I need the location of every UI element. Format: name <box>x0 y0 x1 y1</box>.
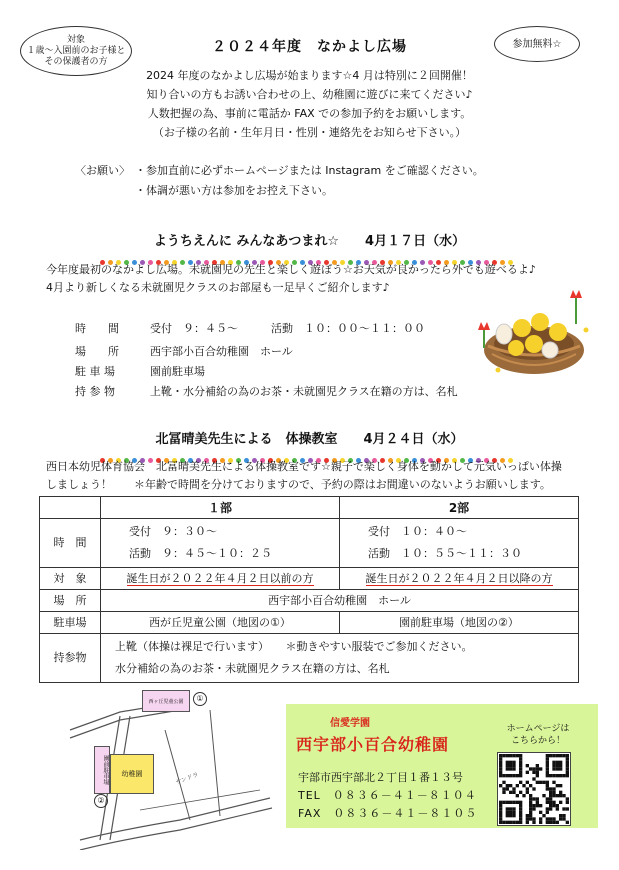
event1-items-value: 上靴・水分補給の為のお茶・未就園児クラス在籍の方は、名札 <box>150 385 458 398</box>
map-marker-1: ① <box>193 692 207 706</box>
place-value: 西宇部小百合幼稚園 ホール <box>101 590 579 612</box>
time-label: 時 間 <box>40 519 101 568</box>
intro-line: （お子様の名前・生年月日・性別・連絡先をお知らせ下さい。） <box>152 126 467 139</box>
qr-code[interactable] <box>497 752 571 826</box>
request-item: ・体調が悪い方は参加をお控え下さい。 <box>135 184 333 197</box>
event1-place-label: 場 所 <box>75 345 119 358</box>
header-blank <box>40 497 101 519</box>
chicks-nest-illustration <box>478 284 590 379</box>
part2-reception: 受付 １０：４０～ <box>368 525 467 538</box>
part2-time <box>340 519 579 568</box>
event2-desc: 西日本幼児体育協会 北冨晴美先生による体操教室です☆親子で楽しく身体を動かして元気いっぱい体操 <box>46 460 562 473</box>
event1-desc: 4月より新しくなる未就園児クラスのお部屋も一足早くご紹介します♪ <box>46 281 390 294</box>
event1-dot-divider <box>100 250 520 256</box>
event2-dot-divider <box>100 448 520 454</box>
qr-pattern <box>499 754 569 824</box>
part1-time <box>101 519 340 568</box>
map-marker-2: ② <box>94 794 108 808</box>
contact-fax: FAX ０８３６－４１－８１０５ <box>298 807 478 820</box>
hp-line2: こちらから！ <box>510 736 565 746</box>
part1-header: １部 <box>101 497 340 519</box>
intro-line: 2024 年度のなかよし広場が始まります☆4 月は特別に２回開催！ <box>146 69 473 82</box>
parking-label: 駐車場 <box>40 612 101 634</box>
map-school: 幼稚園 <box>110 754 154 794</box>
event2-heading: 北冨晴美先生による 体操教室 4月２４日（水） <box>155 432 464 447</box>
event2-desc: しましょう！ ＊年齢で時間を分けておりますので、予約の際はお間違いのないようお願いします。 <box>46 478 551 491</box>
intro-line: 知り合いの方もお誘い合わせの上、幼稚園に遊びに来てください♪ <box>146 88 473 101</box>
part2-target: 誕生日が２０２２年４月２日以降の方 <box>365 571 553 585</box>
target-oval-line2: １歳～入園前のお子様と <box>26 45 126 56</box>
event1-time-value: 受付 ９：４５～ 活動 １０：００～１１：００ <box>150 322 425 335</box>
event1-place-value: 西宇部小百合幼稚園 ホール <box>150 345 293 358</box>
event1-time-label: 時 間 <box>75 322 119 335</box>
part1-activity: 活動 ９：４５～１０：２５ <box>129 547 272 560</box>
event1-items-label: 持 参 物 <box>75 385 115 398</box>
place-label: 場 所 <box>40 590 101 612</box>
intro-line: 人数把握の為、事前に電話か FAX での参加予約をお願いします。 <box>147 107 472 120</box>
items-line1: 上靴（体操は裸足で行います） ＊動きやすい服装でご参加ください。 <box>115 640 473 653</box>
items-line2: 水分補給の為のお茶・未就園児クラス在籍の方は、名札 <box>115 662 390 675</box>
hp-caption <box>494 723 582 747</box>
schedule-table <box>39 496 579 683</box>
part1-parking: 西が丘児童公園（地図の①） <box>101 612 340 634</box>
contact-address: 宇部市西宇部北２丁目１番１３号 <box>298 771 463 784</box>
part1-target: 誕生日が２０２２年４月２日以前の方 <box>126 571 314 585</box>
map-roads <box>60 690 275 850</box>
contact-name: 西宇部小百合幼稚園 <box>296 735 450 754</box>
map-park: 西ヶ丘児童公園 <box>142 690 190 712</box>
page-title: ２０２４年度 なかよし広場 <box>212 39 407 55</box>
part2-target-cell <box>340 568 579 590</box>
request-item: ・参加直前に必ずホームページまたは Instagram をご確認ください。 <box>135 164 484 177</box>
map-shop: サンドラ <box>174 771 200 787</box>
map-parking-lot: 園前駐車場 <box>94 746 110 794</box>
event1-parking-value: 園前駐車場 <box>150 365 205 378</box>
map <box>60 690 275 850</box>
items-label: 持参物 <box>40 634 101 683</box>
hp-line1: ホームページは <box>506 724 570 734</box>
contact-tel: TEL ０８３６－４１－８１０４ <box>298 789 477 802</box>
request-label: 〈お願い〉 <box>75 164 130 177</box>
contact-org: 信愛学園 <box>330 718 370 729</box>
free-oval-text: 参加無料☆ <box>512 38 562 50</box>
part2-parking: 園前駐車場（地図の②） <box>340 612 579 634</box>
part1-reception: 受付 ９：３０～ <box>129 525 217 538</box>
target-oval-line1: 対象 <box>66 34 85 45</box>
event1-parking-label: 駐 車 場 <box>75 365 115 378</box>
event1-desc: 今年度最初のなかよし広場。未就園児の先生と楽しく遊ぼう☆お天気が良かったら外でも遊べるよ♪ <box>46 263 536 276</box>
part1-target-cell <box>101 568 340 590</box>
intro-block <box>0 66 619 142</box>
part2-activity: 活動 １０：５５～１１：３０ <box>368 547 522 560</box>
target-label: 対 象 <box>40 568 101 590</box>
target-oval-line3: その保護者の方 <box>44 56 108 67</box>
part2-header: 2部 <box>340 497 579 519</box>
event1-heading: ようちえんに みんなあつまれ☆ 4月１７日（水） <box>153 234 466 249</box>
items-cell <box>101 634 579 683</box>
